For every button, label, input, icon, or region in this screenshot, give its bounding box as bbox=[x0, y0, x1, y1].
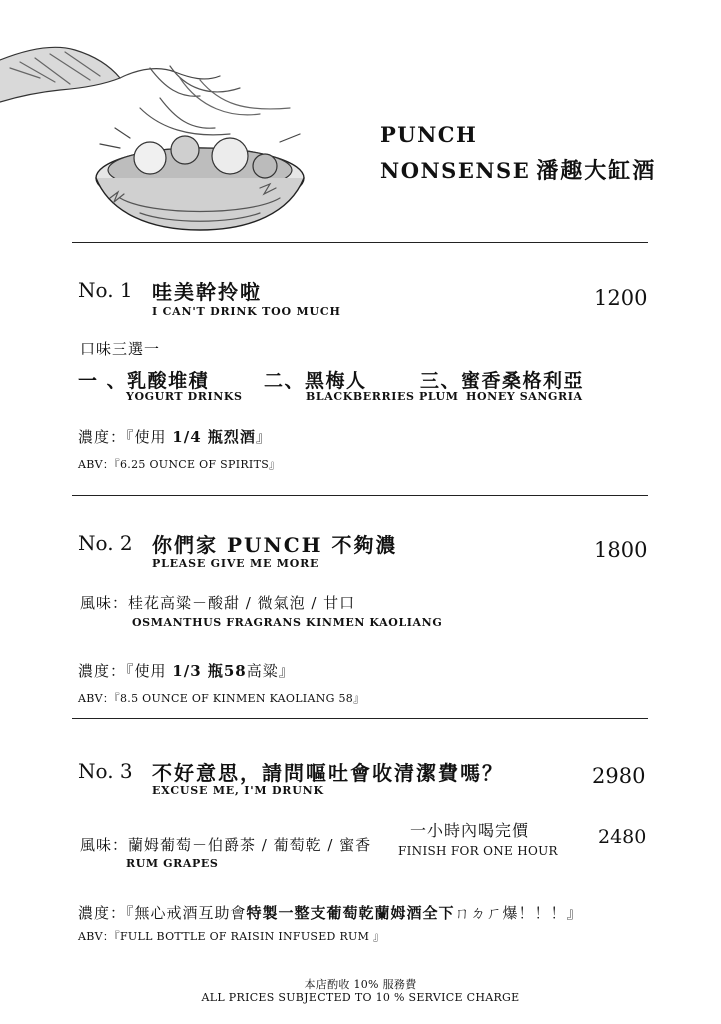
item-name-en: I CAN'T DRINK TOO MUCH bbox=[152, 305, 341, 318]
menu-title-line1: PUNCH bbox=[380, 122, 478, 147]
item-name-en: EXCUSE ME, I'M DRUNK bbox=[152, 784, 324, 797]
strength-line bbox=[78, 426, 272, 447]
option-en: BLACKBERRIES PLUM bbox=[306, 390, 459, 403]
item-price: 1200 bbox=[594, 286, 648, 310]
strength-suffix: 高粱』 bbox=[246, 662, 295, 680]
abv-line: ABV：『8.5 OUNCE OF KINMEN KAOLIANG 58』 bbox=[78, 692, 365, 705]
strength-bold: 1/4 瓶烈酒 bbox=[172, 428, 256, 446]
option-zh: 二、黑梅人 bbox=[264, 370, 367, 392]
item-number: No. 3 bbox=[78, 759, 133, 783]
menu-title-en: NONSENSE bbox=[380, 158, 531, 183]
strength-suffix: ㄇㄉㄏ爆！！！』 bbox=[454, 904, 583, 922]
strength-suffix: 』 bbox=[255, 428, 272, 446]
flavor-line: 風味：桂花高粱－酸甜 / 微氣泡 / 甘口 bbox=[80, 594, 356, 612]
flavor-en: RUM GRAPES bbox=[126, 857, 219, 870]
section-divider bbox=[72, 495, 648, 496]
punch-bowl-illustration bbox=[0, 38, 330, 238]
strength-line bbox=[78, 660, 295, 681]
item-number: No. 1 bbox=[78, 278, 133, 302]
item-name bbox=[152, 529, 398, 558]
abv-line: ABV：『FULL BOTTLE OF RAISIN INFUSED RUM 』 bbox=[78, 930, 385, 943]
menu-title-zh: 潘趣大缸酒 bbox=[536, 158, 657, 184]
section-divider bbox=[72, 242, 648, 243]
flavor-line: 風味：蘭姆葡萄－伯爵茶 / 葡萄乾 / 蜜香 bbox=[80, 836, 372, 854]
option-zh: 一 、乳酸堆積 bbox=[78, 370, 210, 392]
flavor-choice-label: 口味三選一 bbox=[80, 340, 161, 358]
abv-line: ABV：『6.25 OUNCE OF SPIRITS』 bbox=[78, 458, 281, 471]
option-zh: 三、蜜香桑格利亞 bbox=[420, 370, 585, 392]
option-en: HONEY SANGRIA bbox=[466, 390, 583, 403]
one-hour-price: 2480 bbox=[598, 826, 647, 848]
item-name-zh-part: 你們家 bbox=[152, 533, 218, 557]
item-price: 2980 bbox=[592, 764, 646, 788]
item-name-en: PLEASE GIVE ME MORE bbox=[152, 557, 320, 570]
one-hour-label-zh: 一小時內喝完價 bbox=[410, 821, 530, 840]
service-charge-zh: 本店酌收 10% 服務費 bbox=[304, 978, 417, 991]
strength-prefix: 濃度：『使用 bbox=[78, 428, 173, 446]
strength-prefix: 濃度：『使用 bbox=[78, 662, 173, 680]
item-name-zh: 不好意思，請問嘔吐會收清潔費嗎？ bbox=[152, 761, 504, 785]
flavor-en: OSMANTHUS FRAGRANS KINMEN KAOLIANG bbox=[132, 616, 443, 629]
strength-bold: 特製一整支葡萄乾蘭姆酒全下 bbox=[246, 904, 455, 922]
item-price: 1800 bbox=[594, 538, 648, 562]
item-name-zh: 哇美幹拎啦 bbox=[152, 280, 262, 304]
section-divider bbox=[72, 718, 648, 719]
service-charge-en: ALL PRICES SUBJECTED TO 10 % SERVICE CHARGE bbox=[201, 991, 520, 1004]
strength-bold: 1/3 瓶58 bbox=[172, 662, 247, 680]
item-name-latin: PUNCH bbox=[226, 533, 323, 557]
item-name-zh-part: 不夠濃 bbox=[331, 533, 398, 557]
option-en: YOGURT DRINKS bbox=[126, 390, 243, 403]
strength-line bbox=[78, 902, 583, 923]
item-number: No. 2 bbox=[78, 531, 133, 555]
strength-prefix: 濃度：『無心戒酒互助會 bbox=[78, 904, 247, 922]
one-hour-label-en: FINISH FOR ONE HOUR bbox=[398, 844, 558, 858]
menu-title-line2 bbox=[380, 154, 656, 185]
